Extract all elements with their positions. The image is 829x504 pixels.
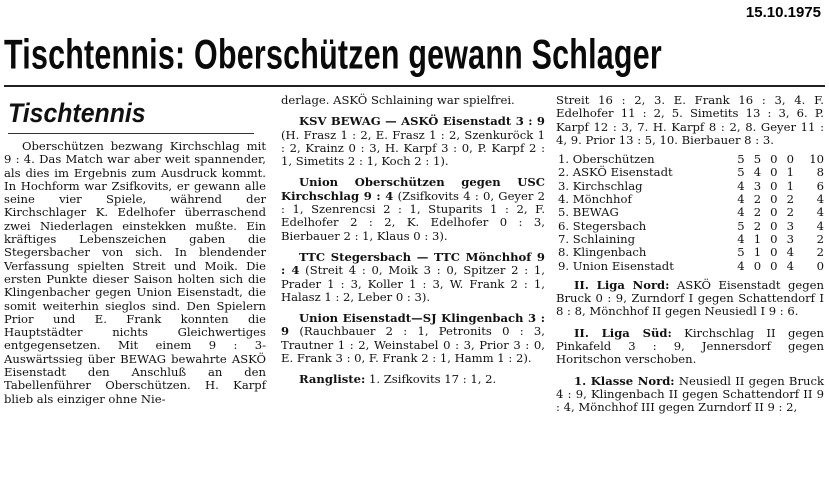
klasse-nord-results	[556, 375, 824, 415]
stat-w: 5	[753, 152, 762, 167]
team-name: 9. Union Eisenstadt	[558, 258, 674, 273]
match-heading: KSV BEWAG — ASKÖ Eisenstadt 3 : 9	[299, 114, 545, 129]
stat-d: 0	[770, 192, 778, 207]
stat-s: 5	[737, 152, 745, 167]
section-title-rule	[8, 133, 254, 134]
stat-s: 4	[737, 205, 745, 220]
stat-l: 3	[786, 231, 795, 246]
stat-w: 0	[753, 258, 762, 273]
match-heading: TTC Stegersbach — TTC Mönchhof 9 : 4	[281, 249, 545, 278]
stat-l: 1	[786, 165, 795, 180]
stat-w: 1	[753, 245, 762, 260]
stat-pts: 0	[816, 258, 824, 273]
column-2	[281, 94, 545, 387]
stat-l: 2	[786, 192, 795, 207]
stat-d: 0	[770, 178, 778, 193]
stat-d: 0	[770, 218, 778, 233]
stat-w: 1	[753, 231, 762, 246]
column-1	[4, 92, 266, 406]
ranking-start	[281, 373, 545, 386]
stat-w: 2	[753, 205, 762, 220]
date-stamp: 15.10.1975	[745, 4, 821, 21]
stat-l: 0	[786, 152, 795, 167]
stat-s: 5	[737, 245, 745, 260]
team-name: 5. BEWAG	[558, 205, 619, 220]
ranking-details: 1. Zsifkovits 17 : 1, 2.	[365, 372, 497, 387]
section-title: Tischtennis	[8, 98, 146, 128]
match-details: (Zsifkovits 4 : 0, Geyer 2 : 1, Szenrencsi 2 : 1, Stuparits 1 : 2, F. Edelhofer 2 : 2, K. Edelhofer 0 : 3, Bierbauer 2 : 1, Klaus 0 : 3).	[281, 188, 545, 243]
stat-pts: 4	[816, 205, 824, 220]
stat-d: 0	[770, 165, 778, 180]
stat-d: 0	[770, 205, 778, 220]
standings-row	[558, 206, 824, 219]
liga-nord-results	[556, 279, 824, 319]
standings-row	[558, 260, 824, 273]
standings-row	[558, 220, 824, 233]
match-details: (Rauchbauer 2 : 1, Petronits 0 : 3, Trautner 1 : 2, Weinstabel 0 : 3, Prior 3 : 0, E. Frank 3 : 0, F. Frank 2 : 1, Hamm 1 : 2).	[281, 324, 545, 366]
headline-rule	[4, 85, 825, 87]
liga-heading: II. Liga Nord:	[574, 277, 670, 292]
stat-w: 2	[753, 218, 762, 233]
article-paragraph: Oberschützen bezwang Kirchschlag mit 9 : 4. Das Match war aber weit spannender, als dies im Ergebnis zum Ausdruck kommt. In Hochform war Zsifkovits, er gewann alle seine vier Spiele, während der Kirchschlager K. Edelhofer überraschend zwei Niederlagen einstekken mußte. Ein kräftiges Lebenszeichen gaben die Stegersbacher von sich. In blendender Verfassung spielten Streit und Moik. Die ersten Punkte dieser Saison holten sich die Klingenbacher gegen Union Eisenstadt, die somit weiterhin sieglos sind. Den Spielern Prior und E. Frank konnten die Hauptstädter nichts Gleichwertiges entgegensetzen. Mit einem 9 : 3-Auswärtssieg über BEWAG bewahrte ASKÖ Eisenstadt den Anschluß an den Tabellenführer Oberschützen. H. Karpf blieb als einziger ohne Nie-	[4, 139, 266, 406]
stat-l: 4	[786, 258, 795, 273]
standings-row	[558, 246, 824, 259]
match-result-2	[281, 176, 545, 242]
stat-pts: 10	[809, 152, 824, 167]
liga-details: ASKÖ Eisenstadt gegen Bruck 0 : 9, Zurndorf I gegen Schattendorf I 8 : 8, Mönchhof II gegen Neusiedl I 9 : 6.	[556, 277, 824, 319]
ranking-continued: Streit 16 : 2, 3. E. Frank 16 : 3, 4. F. Edelhofer 11 : 2, 5. Simetits 13 : 3, 6. P. Karpf 12 : 3, 7. H. Karpf 8 : 2, 8. Geyer 11 : 4, 9. Prior 13 : 5, 10. Bierbauer 8 : 3.	[556, 93, 824, 147]
liga-sued-results	[556, 327, 824, 367]
stat-pts: 8	[816, 165, 824, 180]
liga-heading: 1. Klasse Nord:	[574, 373, 675, 388]
team-name: 2. ASKÖ Eisenstadt	[558, 165, 673, 180]
match-result-3	[281, 251, 545, 304]
team-name: 7. Schlaining	[558, 231, 636, 246]
stat-pts: 2	[816, 245, 824, 260]
stat-w: 4	[753, 165, 762, 180]
team-name: 8. Klingenbach	[558, 245, 647, 260]
liga-details: Neusiedl II gegen Bruck 4 : 9, Klingenbach II gegen Schattendorf II 9 : 4, Mönchhof III gegen Zurndorf II 9 : 2,	[556, 373, 824, 415]
stat-pts: 4	[816, 218, 824, 233]
stat-pts: 6	[816, 178, 824, 193]
stat-s: 5	[737, 165, 745, 180]
stat-l: 3	[786, 218, 795, 233]
stat-s: 4	[737, 258, 745, 273]
match-result-1	[281, 115, 545, 168]
ranking-heading: Rangliste:	[299, 372, 366, 387]
stat-pts: 2	[816, 231, 824, 246]
stat-d: 0	[770, 258, 778, 273]
stat-l: 2	[786, 205, 795, 220]
standings-row	[558, 166, 824, 179]
stat-l: 1	[786, 178, 795, 193]
match-details: (Streit 4 : 0, Moik 3 : 0, Spitzer 2 : 1, Prader 1 : 3, Koller 1 : 3, W. Frank 2 : 1, Halasz 1 : 2, Leber 0 : 3).	[281, 263, 545, 304]
match-heading: Union Eisenstadt—SJ Klingenbach 3 : 9	[281, 311, 545, 339]
standings-table	[558, 153, 824, 273]
standings-row	[558, 180, 824, 193]
liga-details: Kirchschlag II gegen Pinkafeld 3 : 9, Jennersdorf gegen Horitschon verschoben.	[556, 325, 824, 367]
liga-heading: II. Liga Süd:	[574, 325, 672, 340]
column-3	[556, 94, 824, 415]
stat-d: 0	[770, 231, 778, 246]
stat-w: 3	[753, 178, 762, 193]
team-name: 4. Mönchhof	[558, 192, 632, 207]
stat-s: 4	[737, 178, 745, 193]
standings-row	[558, 193, 824, 206]
stat-s: 4	[737, 192, 745, 207]
standings-row	[558, 153, 824, 166]
team-name: 1. Oberschützen	[558, 152, 655, 167]
team-name: 3. Kirchschlag	[558, 178, 643, 193]
stat-pts: 4	[816, 192, 824, 207]
standings-row	[558, 233, 824, 246]
stat-w: 2	[753, 192, 762, 207]
stat-s: 4	[737, 231, 745, 246]
stat-l: 4	[786, 245, 795, 260]
match-result-4	[281, 312, 545, 365]
match-heading: Union Oberschützen gegen USC Kirchschlag 9 : 4	[281, 175, 545, 203]
team-name: 6. Stegersbach	[558, 218, 647, 233]
headline: Tischtennis: Oberschützen gewann Schlager	[4, 32, 662, 79]
stat-s: 5	[737, 218, 745, 233]
intro-text: derlage. ASKÖ Schlaining war spielfrei.	[281, 93, 515, 107]
stat-d: 0	[770, 152, 778, 167]
stat-d: 0	[770, 245, 778, 260]
match-details: (H. Frasz 1 : 2, E. Frasz 1 : 2, Szenkuröck 1 : 2, Krainz 0 : 3, H. Karpf 3 : 0, P. Karpf 2 : 1, Simetits 2 : 1, Koch 2 : 1).	[281, 127, 545, 169]
